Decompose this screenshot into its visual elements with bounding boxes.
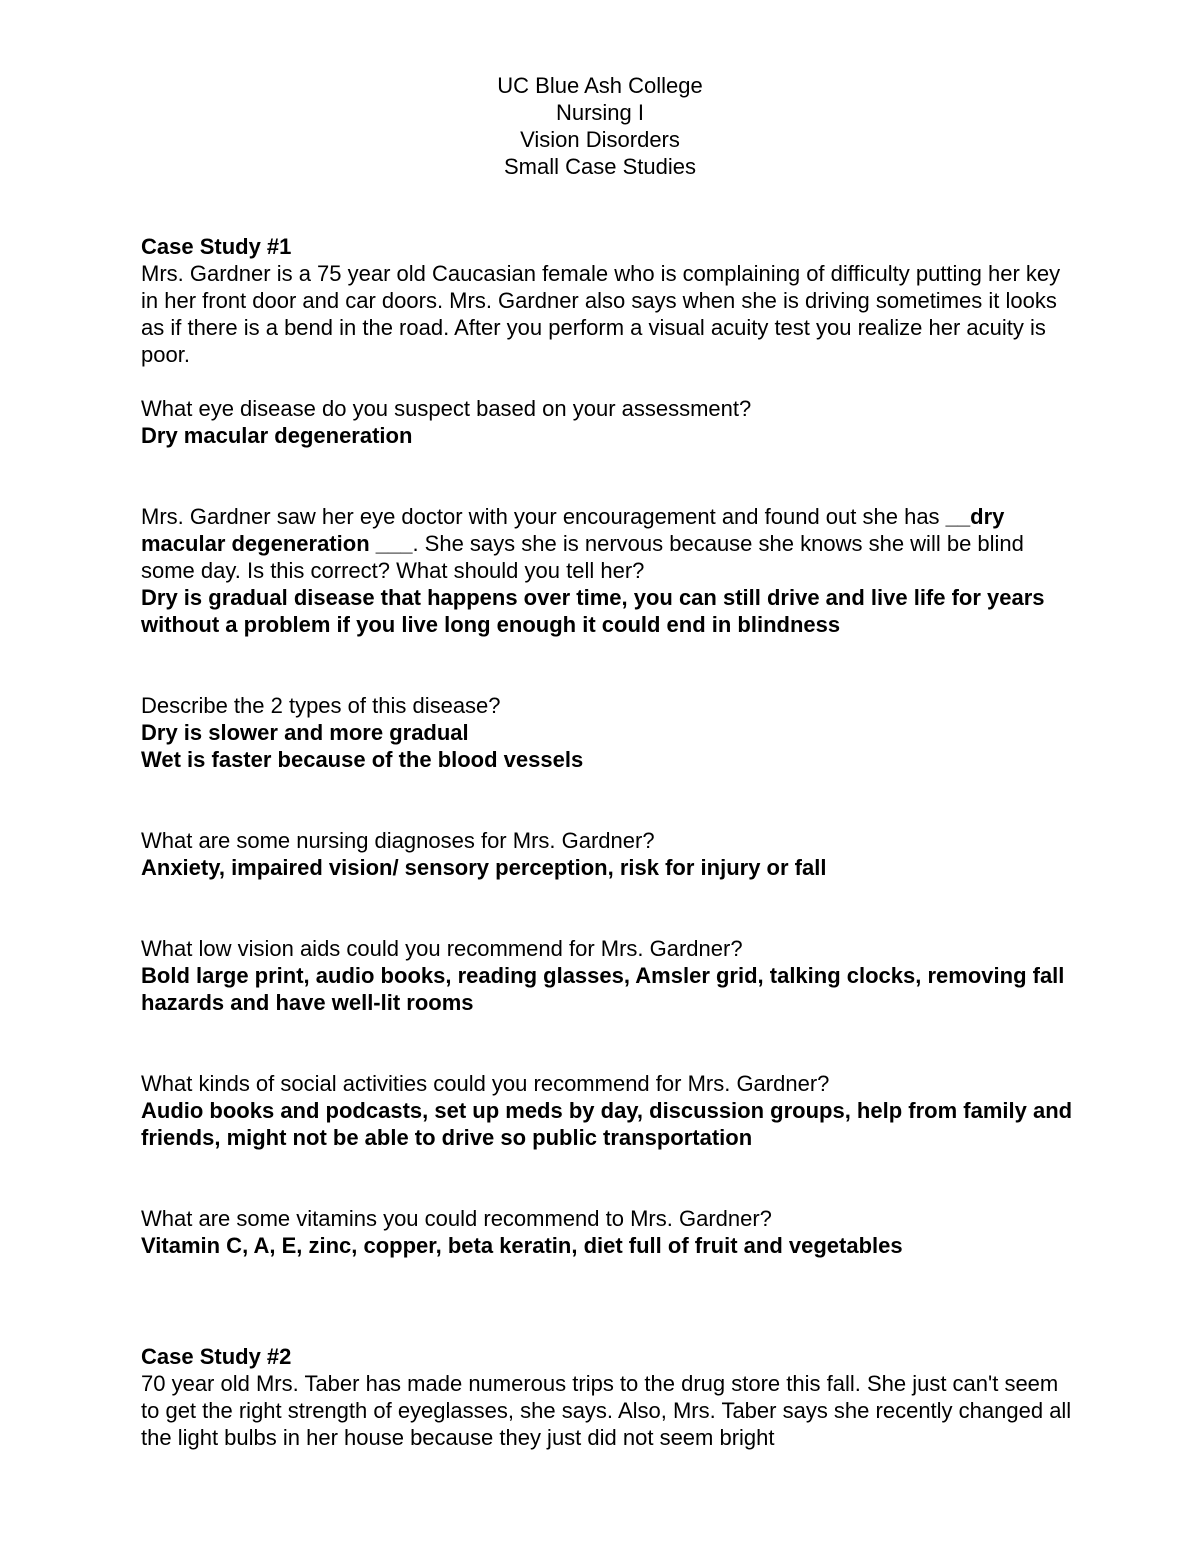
question-3: Describe the 2 types of this disease? <box>141 693 501 718</box>
college-name: UC Blue Ash College <box>497 73 703 98</box>
answer-2: Dry is gradual disease that happens over time, you can still drive and live life for years without a problem if you live long enough it could end in blindness <box>141 585 1045 637</box>
question-1: What eye disease do you suspect based on your assessment? <box>141 396 752 421</box>
question-4: What are some nursing diagnoses for Mrs. Gardner? <box>141 828 655 853</box>
answer-3-line1: Dry is slower and more gradual <box>141 720 469 745</box>
question-2-part1: Mrs. Gardner saw her eye doctor with your encouragement and found out she has <box>141 504 946 529</box>
document-header <box>0 72 1200 180</box>
answer-3-line2: Wet is faster because of the blood vessels <box>141 747 584 772</box>
question-7: What are some vitamins you could recommend to Mrs. Gardner? <box>141 1206 772 1231</box>
question-2-part2: . She says she is nervous because she knows she will be blind some day. Is this correct? What should you tell her? <box>141 531 1024 583</box>
question-2 <box>141 503 1081 584</box>
document-subtitle: Small Case Studies <box>504 154 696 179</box>
case-study-2-heading: Case Study #2 <box>141 1344 292 1369</box>
answer-4: Anxiety, impaired vision/ sensory perception, risk for injury or fall <box>141 855 827 880</box>
case-study-1 <box>141 233 1081 1259</box>
case-study-1-heading: Case Study #1 <box>141 234 292 259</box>
question-5: What low vision aids could you recommend for Mrs. Gardner? <box>141 936 743 961</box>
case-study-2 <box>141 1343 1081 1451</box>
case-study-2-intro: 70 year old Mrs. Taber has made numerous trips to the drug store this fall. She just can't seem to get the right strength of eyeglasses, she says. Also, Mrs. Taber says she recently changed all the light bulbs in her house because they just did not seem bright <box>141 1371 1072 1450</box>
answer-6: Audio books and podcasts, set up meds by day, discussion groups, help from family and friends, might not be able to drive so public transportation <box>141 1098 1073 1150</box>
course-name: Nursing I <box>555 100 645 125</box>
question-2-blank-answer: __dry macular degeneration ___ <box>141 504 1005 556</box>
answer-1: Dry macular degeneration <box>141 423 413 448</box>
topic-title: Vision Disorders <box>520 127 680 152</box>
answer-7: Vitamin C, A, E, zinc, copper, beta keratin, diet full of fruit and vegetables <box>141 1233 903 1258</box>
answer-5: Bold large print, audio books, reading glasses, Amsler grid, talking clocks, removing fall hazards and have well-lit rooms <box>141 963 1065 1015</box>
case-study-1-intro: Mrs. Gardner is a 75 year old Caucasian female who is complaining of difficulty putting her key in her front door and car doors. Mrs. Gardner also says when she is driving sometimes it looks as if there is a bend in the road. After you perform a visual acuity test you realize her acuity is poor. <box>141 261 1061 367</box>
question-6: What kinds of social activities could you recommend for Mrs. Gardner? <box>141 1071 830 1096</box>
